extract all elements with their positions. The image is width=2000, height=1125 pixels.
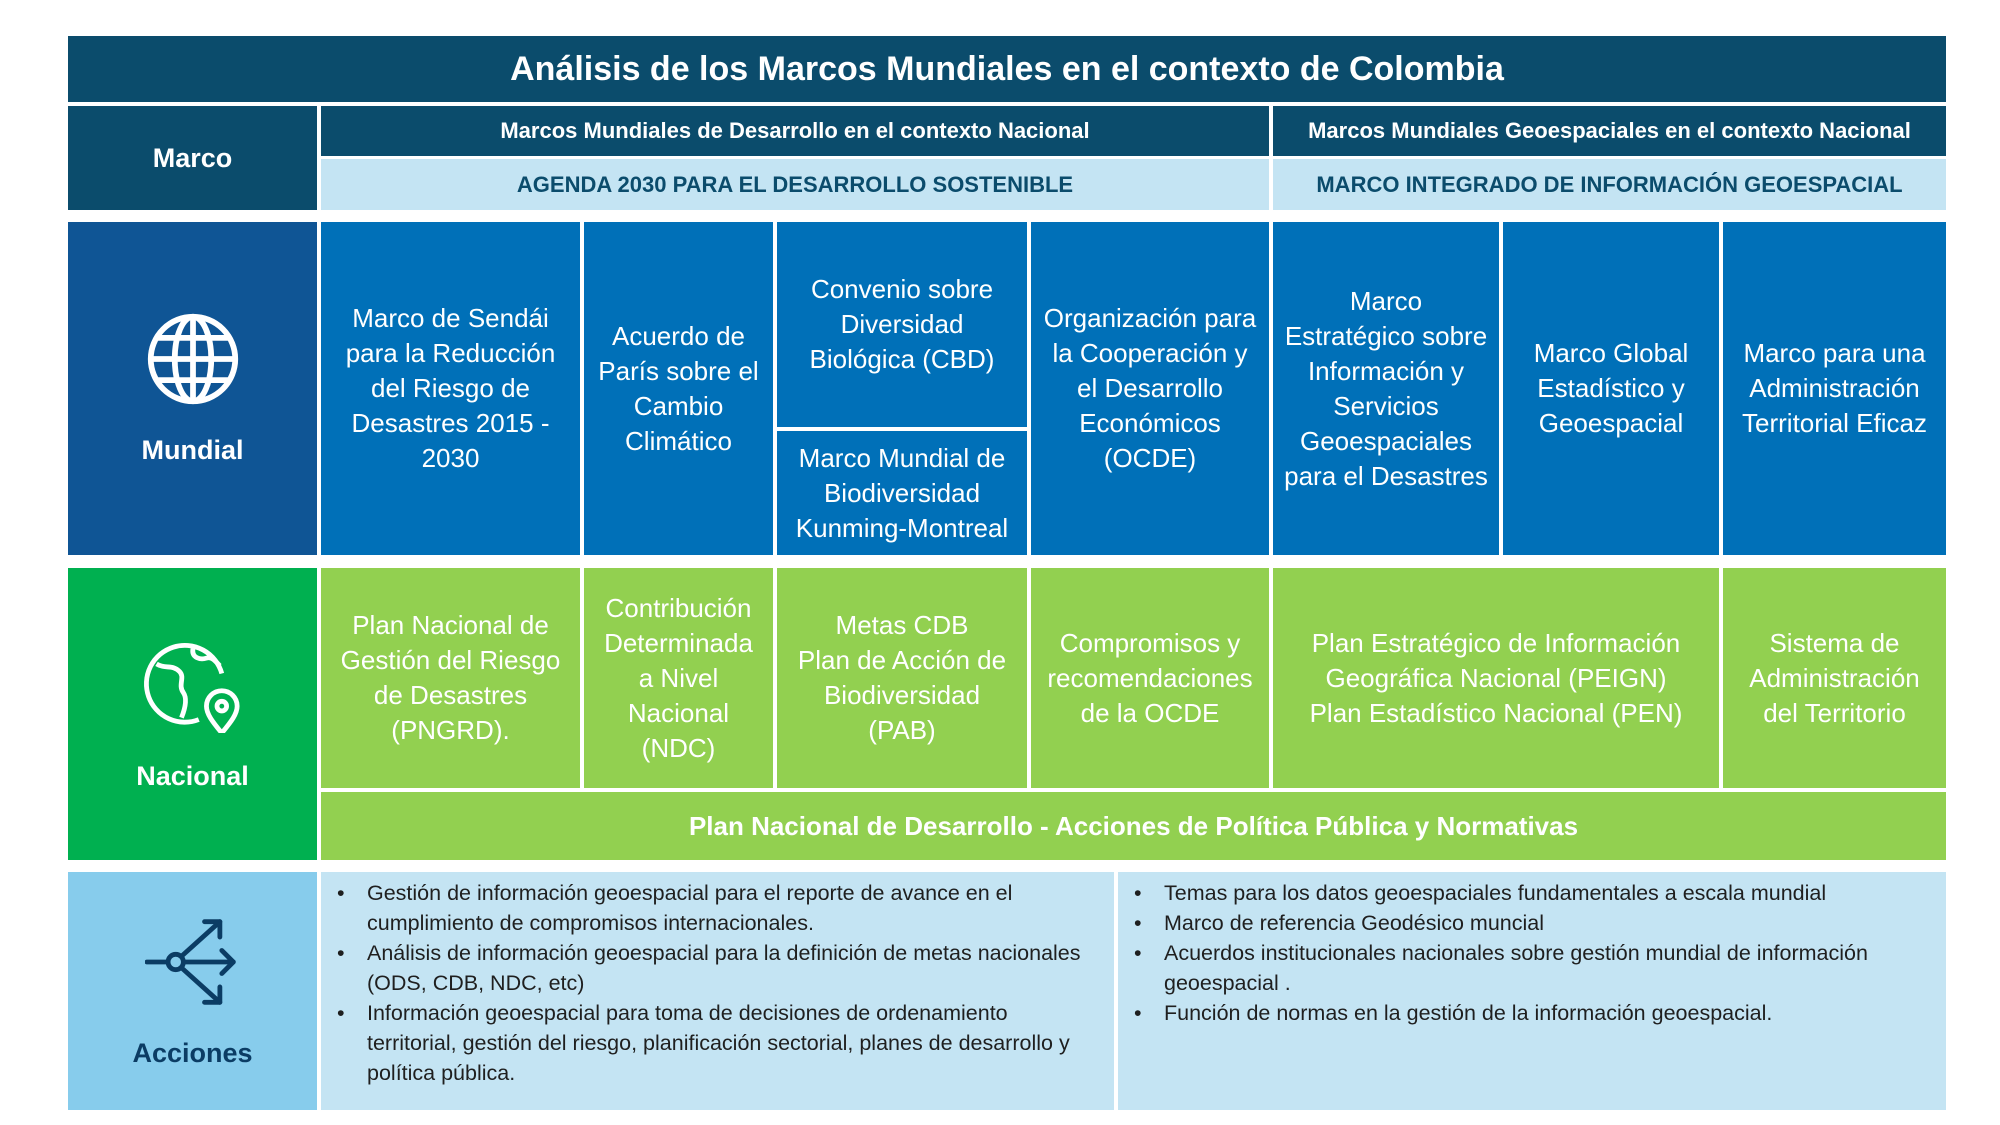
list-item: • Acuerdos institucionales nacionales sobre gestión mundial de información geoespacial . xyxy=(1164,938,1928,998)
list-item: • Función de normas en la gestión de la información geoespacial. xyxy=(1164,998,1928,1028)
nacional-item: Contribución Determinada a Nivel Nacional (NDC) xyxy=(584,568,773,788)
acciones-label: Acciones xyxy=(132,1037,253,1068)
mundial-item: Marco para una Administración Territorial Eficaz xyxy=(1723,222,1946,555)
mundial-item: Organización para la Cooperación y el Desarrollo Económicos (OCDE) xyxy=(1031,222,1269,555)
globe-location-pin-icon xyxy=(143,637,243,733)
list-item: • Gestión de información geoespacial para el reporte de avance en el cumplimiento de compromisos internacionales. xyxy=(367,878,1096,938)
list-item: • Información geoespacial para toma de decisiones de ordenamiento territorial, gestión del riesgo, planificación sectorial, planes de desarrollo y política pública. xyxy=(367,998,1096,1088)
mundial-item: Marco de Sendái para la Reducción del Riesgo de Desastres 2015 - 2030 xyxy=(321,222,580,555)
mundial-item: Marco Estratégico sobre Información y Servicios Geoespaciales para el Desastres xyxy=(1273,222,1499,555)
marco-label: Marco xyxy=(68,106,317,210)
list-item: • Temas para los datos geoespaciales fundamentales a escala mundial xyxy=(1164,878,1928,908)
list-item: • Marco de referencia Geodésico muncial xyxy=(1164,908,1928,938)
mundial-item: Marco Mundial de Biodiversidad Kunming-Montreal xyxy=(777,431,1027,555)
globe-icon xyxy=(145,311,241,407)
plan-nacional-desarrollo: Plan Nacional de Desarrollo - Acciones de Política Pública y Normativas xyxy=(321,792,1946,860)
agenda-header: AGENDA 2030 PARA EL DESARROLLO SOSTENIBLE xyxy=(321,159,1269,210)
desarrollo-header: Marcos Mundiales de Desarrollo en el contexto Nacional xyxy=(321,106,1269,156)
list-item: • Análisis de información geoespacial para la definición de metas nacionales (ODS, CDB, NDC, etc) xyxy=(367,938,1096,998)
nacional-item: Metas CDB Plan de Acción de Biodiversidad (PAB) xyxy=(777,568,1027,788)
mundial-item: Acuerdo de París sobre el Cambio Climático xyxy=(584,222,773,555)
split-arrows-icon xyxy=(145,914,241,1010)
nacional-label: Nacional xyxy=(136,760,249,791)
acciones-left-list xyxy=(321,872,1114,1110)
nacional-item: Plan Nacional de Gestión del Riesgo de Desastres (PNGRD). xyxy=(321,568,580,788)
nacional-item: Plan Estratégico de Información Geográfica Nacional (PEIGN) Plan Estadístico Nacional (PEN) xyxy=(1273,568,1719,788)
geoespaciales-header: Marcos Mundiales Geoespaciales en el contexto Nacional xyxy=(1273,106,1946,156)
mundial-item: Marco Global Estadístico y Geoespacial xyxy=(1503,222,1719,555)
marco-integrado-header: MARCO INTEGRADO DE INFORMACIÓN GEOESPACIAL xyxy=(1273,159,1946,210)
acciones-right-list xyxy=(1118,872,1946,1110)
acciones-row-label xyxy=(68,872,317,1110)
nacional-item: Compromisos y recomendaciones de la OCDE xyxy=(1031,568,1269,788)
mundial-item: Convenio sobre Diversidad Biológica (CBD) xyxy=(777,222,1027,427)
nacional-row-label xyxy=(68,568,317,860)
mundial-label: Mundial xyxy=(141,435,244,465)
nacional-item: Sistema de Administración del Territorio xyxy=(1723,568,1946,788)
page-title: Análisis de los Marcos Mundiales en el contexto de Colombia xyxy=(68,36,1946,102)
mundial-row-label xyxy=(68,222,317,555)
